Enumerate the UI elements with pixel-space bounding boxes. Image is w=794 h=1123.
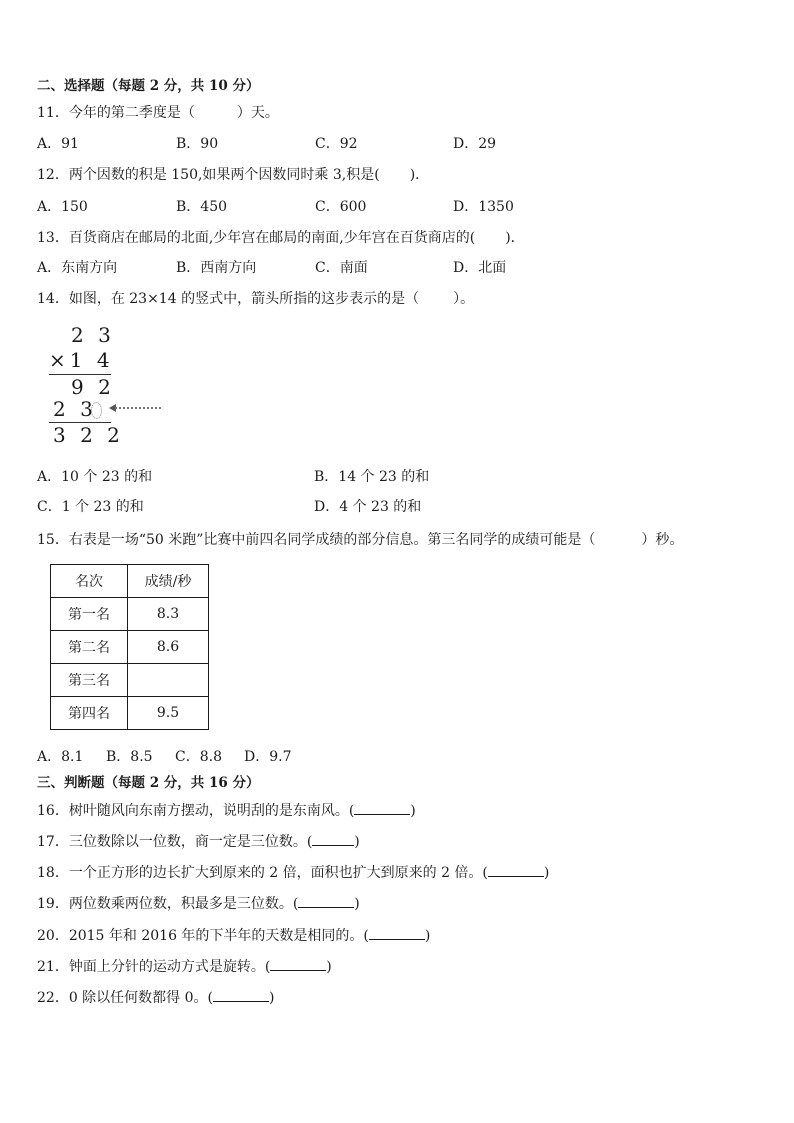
question-19: 19．两位数乘两位数，积最多是三位数。( ) <box>37 896 360 912</box>
question-13-tail: )． <box>505 230 525 246</box>
question-11-tail: ）天。 <box>236 105 279 121</box>
q14-option-a[interactable]: A．10 个 23 的和 <box>37 469 153 485</box>
q12-option-b[interactable]: B．450 <box>176 199 228 215</box>
question-14-tail: ）。 <box>453 291 475 307</box>
table-cell-rank: 第三名 <box>51 664 128 697</box>
table-header-row <box>51 565 209 598</box>
q13-option-b[interactable]: B．西南方向 <box>176 260 257 276</box>
calc-multiplier: ×1 4 <box>49 348 114 372</box>
question-15-stem: 15．右表是一场“50 米跑”比赛中前四名同学成绩的部分信息。第三名同学的成绩可能是（ <box>37 532 596 548</box>
question-22: 22．0 除以任何数都得 0。( ) <box>37 990 275 1006</box>
q12-option-a[interactable]: A．150 <box>37 199 88 215</box>
question-15 <box>37 531 683 549</box>
table-cell-score <box>128 664 209 697</box>
q13-option-d[interactable]: D．北面 <box>453 260 507 276</box>
answer-blank-22[interactable] <box>213 988 269 1002</box>
question-21: 21．钟面上分针的运动方式是旋转。( ) <box>37 959 332 975</box>
table-header-rank: 名次 <box>51 565 128 598</box>
q12-option-d[interactable]: D．1350 <box>453 199 514 215</box>
answer-blank-21[interactable] <box>270 957 326 971</box>
question-14 <box>37 290 474 308</box>
question-13 <box>37 229 525 247</box>
arrow-dotted-line <box>115 407 161 409</box>
table-cell-rank: 第二名 <box>51 631 128 664</box>
q11-option-d[interactable]: D．29 <box>453 136 497 152</box>
calc-partial-product-1: 9 2 <box>71 375 115 399</box>
q15-option-d[interactable]: D．9.7 <box>244 749 292 765</box>
answer-blank-17[interactable] <box>312 832 354 846</box>
question-15-tail: ）秒。 <box>641 532 684 548</box>
q11-option-b[interactable]: B．90 <box>176 136 219 152</box>
vertical-multiplication-figure <box>45 322 175 450</box>
question-18: 18．一个正方形的边长扩大到原来的 2 倍，面积也扩大到原来的 2 倍。( ) <box>37 865 550 881</box>
question-16: 16．树叶随风向东南方摆动，说明刮的是东南风。( ) <box>37 803 416 819</box>
question-17: 17．三位数除以一位数，商一定是三位数。( ) <box>37 834 360 850</box>
calc-partial-product-2: 2 3 <box>53 397 97 421</box>
section-title-judge: 三、判断题（每题 2 分，共 16 分） <box>37 775 260 791</box>
question-11 <box>37 104 279 122</box>
table-row <box>51 598 209 631</box>
calc-product: 3 2 2 <box>53 423 124 447</box>
table-header-score: 成绩/秒 <box>128 565 209 598</box>
question-12 <box>37 166 429 184</box>
q11-option-c[interactable]: C．92 <box>315 136 358 152</box>
answer-blank-16[interactable] <box>354 801 410 815</box>
answer-blank-20[interactable] <box>369 926 425 940</box>
q15-option-a[interactable]: A．8.1 <box>37 749 84 765</box>
table-cell-score: 8.6 <box>128 631 209 664</box>
q12-option-c[interactable]: C．600 <box>315 199 367 215</box>
q15-option-b[interactable]: B．8.5 <box>106 749 153 765</box>
question-11-stem: 11．今年的第二季度是（ <box>37 105 195 121</box>
q14-option-c[interactable]: C．1 个 23 的和 <box>37 499 144 515</box>
table-row <box>51 664 209 697</box>
table-cell-score: 8.3 <box>128 598 209 631</box>
question-12-stem: 12．两个因数的积是 150,如果两个因数同时乘 3,积是( <box>37 167 380 183</box>
q14-option-d[interactable]: D．4 个 23 的和 <box>314 499 422 515</box>
question-13-stem: 13．百货商店在邮局的北面,少年宫在邮局的南面,少年宫在百货商店的( <box>37 230 476 246</box>
answer-blank-18[interactable] <box>488 863 544 877</box>
q13-option-a[interactable]: A．东南方向 <box>37 260 118 276</box>
question-12-tail: )． <box>409 167 430 183</box>
table-cell-score: 9.5 <box>128 697 209 730</box>
section-title-choice: 二、选择题（每题 2 分，共 10 分） <box>37 78 260 94</box>
question-14-stem: 14．如图，在 23×14 的竖式中，箭头所指的这步表示的是（ <box>37 291 420 307</box>
race-results-table <box>50 564 209 730</box>
q11-option-a[interactable]: A．91 <box>37 136 79 152</box>
answer-blank-19[interactable] <box>298 894 354 908</box>
table-cell-rank: 第四名 <box>51 697 128 730</box>
table-cell-rank: 第一名 <box>51 598 128 631</box>
calc-multiplicand: 2 3 <box>71 323 115 347</box>
table-row <box>51 631 209 664</box>
dotted-zero-placeholder <box>91 402 102 419</box>
table-row <box>51 697 209 730</box>
q15-option-c[interactable]: C．8.8 <box>175 749 222 765</box>
q13-option-c[interactable]: C．南面 <box>315 260 368 276</box>
question-20: 20．2015 年和 2016 年的下半年的天数是相同的。( ) <box>37 928 431 944</box>
q14-option-b[interactable]: B．14 个 23 的和 <box>314 469 430 485</box>
